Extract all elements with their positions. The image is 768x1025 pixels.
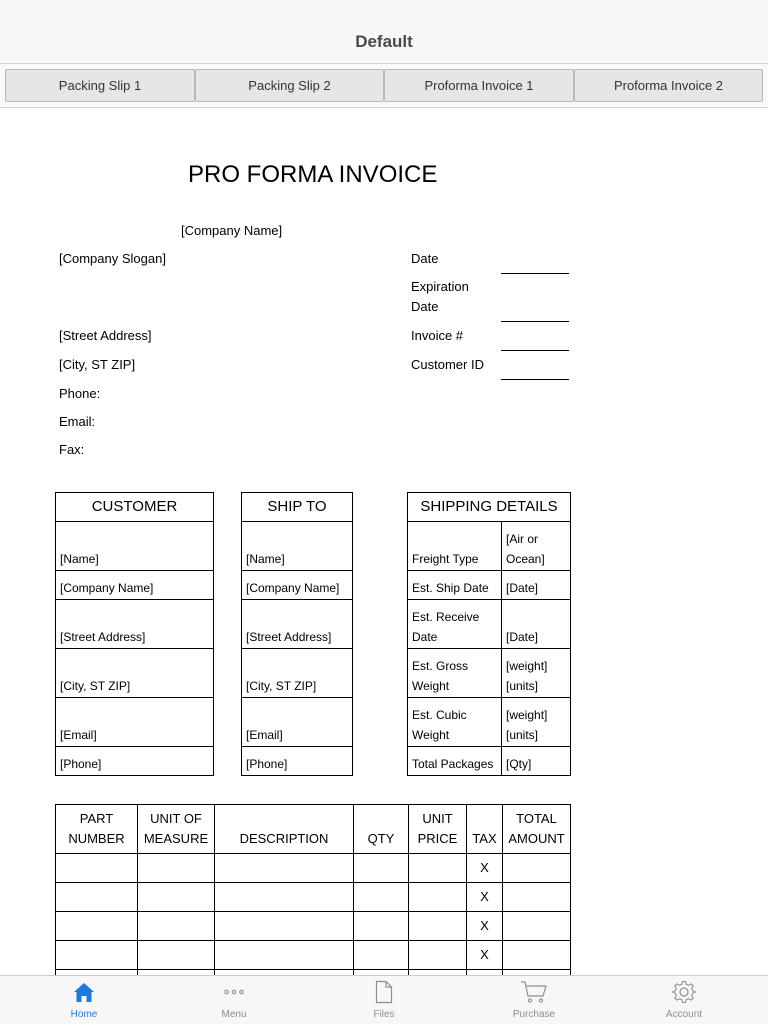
customer-id-label: Customer ID	[411, 357, 484, 372]
col-price-line1: UNIT	[422, 811, 453, 826]
freight-type-value-line2: Ocean]	[506, 552, 545, 566]
company-name: [Company Name]	[181, 223, 283, 238]
customer-city: [City, ST ZIP]	[56, 649, 214, 698]
expiration-label-line2: Date	[411, 299, 439, 314]
ship-to-company: [Company Name]	[242, 571, 353, 600]
est-ship-date-value: [Date]	[502, 571, 571, 600]
home-icon	[72, 980, 96, 1004]
col-part-number	[56, 805, 138, 854]
col-qty	[354, 805, 409, 854]
col-part-number-line2: NUMBER	[68, 831, 125, 846]
ship-to-email: [Email]	[242, 698, 353, 747]
est-cubic-weight-label	[408, 698, 502, 747]
menu-dots-icon	[222, 980, 246, 1004]
tab-bar-purchase[interactable]	[474, 976, 594, 1025]
customer-phone: [Phone]	[56, 747, 214, 776]
col-unit-of-measure	[138, 805, 215, 854]
date-field-line	[501, 273, 569, 274]
est-gross-weight-label	[408, 649, 502, 698]
line-items-table	[55, 804, 571, 999]
file-icon	[372, 980, 396, 1004]
table-row	[56, 912, 571, 941]
tax-mark: X	[467, 883, 503, 912]
expiration-label-line1: Expiration	[411, 279, 469, 294]
col-unit-line2: MEASURE	[143, 831, 209, 846]
gross-value-line1: [weight]	[506, 659, 548, 673]
gear-icon	[672, 980, 696, 1004]
tab-bar-purchase-label: Purchase	[512, 1009, 556, 1020]
template-tabs	[0, 64, 768, 108]
customer-id-field-line	[501, 379, 569, 380]
tax-mark: X	[467, 854, 503, 883]
table-row	[56, 941, 571, 970]
invoice-document[interactable]	[0, 109, 768, 975]
col-price-line2: PRICE	[417, 831, 458, 846]
tax-mark: X	[467, 941, 503, 970]
col-total-amount	[503, 805, 571, 854]
tax-mark: X	[467, 912, 503, 941]
tab-packing-slip-2[interactable]: Packing Slip 2	[195, 69, 384, 102]
col-description	[215, 805, 354, 854]
tab-bar-menu-label: Menu	[221, 1009, 247, 1020]
gross-label-line1: Est. Gross	[412, 659, 469, 673]
tab-bar-home[interactable]	[24, 976, 144, 1025]
fax-label: Fax:	[59, 442, 85, 457]
tab-packing-slip-1[interactable]: Packing Slip 1	[5, 69, 195, 102]
total-packages-label: Total Packages	[408, 747, 502, 776]
customer-email: [Email]	[56, 698, 214, 747]
email-label: Email:	[59, 414, 96, 429]
street-address: [Street Address]	[59, 328, 152, 343]
est-receive-label-line1: Est. Receive	[412, 610, 480, 624]
ship-to-name: [Name]	[242, 522, 353, 571]
expiration-field-line	[501, 321, 569, 322]
bottom-tab-bar	[0, 975, 768, 1024]
tab-bar-files-label: Files	[373, 1009, 395, 1020]
customer-box	[55, 492, 214, 776]
est-receive-date-value: [Date]	[502, 600, 571, 649]
phone-label: Phone:	[59, 386, 101, 401]
table-row	[56, 883, 571, 912]
date-label: Date	[411, 251, 439, 266]
shipping-details-header: SHIPPING DETAILS	[408, 493, 571, 522]
cubic-label-line2: Weight	[412, 728, 450, 742]
tab-proforma-invoice-2[interactable]: Proforma Invoice 2	[574, 69, 763, 102]
freight-type-label: Freight Type	[408, 522, 502, 571]
col-total-line2: AMOUNT	[508, 831, 565, 846]
cubic-value-line2: [units]	[506, 728, 539, 742]
customer-street: [Street Address]	[56, 600, 214, 649]
cubic-label-line1: Est. Cubic	[412, 708, 467, 722]
col-part-number-line1: PART	[79, 811, 114, 826]
invoice-number-label: Invoice #	[411, 328, 464, 343]
col-tax-label: TAX	[472, 831, 497, 846]
ship-to-header: SHIP TO	[242, 493, 353, 522]
shipping-details-box	[407, 492, 571, 776]
gross-value-line2: [units]	[506, 679, 539, 693]
est-gross-weight-value	[502, 649, 571, 698]
city-st-zip: [City, ST ZIP]	[59, 357, 136, 372]
table-row	[56, 854, 571, 883]
col-qty-label: QTY	[367, 831, 395, 846]
customer-header: CUSTOMER	[56, 493, 214, 522]
ship-to-phone: [Phone]	[242, 747, 353, 776]
customer-name: [Name]	[56, 522, 214, 571]
col-tax	[467, 805, 503, 854]
tab-bar-home-label: Home	[70, 1009, 98, 1020]
document-title: PRO FORMA INVOICE	[188, 161, 438, 188]
est-receive-label-line2: Date	[412, 630, 438, 644]
gross-label-line2: Weight	[412, 679, 450, 693]
tab-bar-account-label: Account	[665, 1009, 703, 1020]
company-slogan: [Company Slogan]	[59, 251, 166, 266]
est-ship-date-label: Est. Ship Date	[408, 571, 502, 600]
est-cubic-weight-value	[502, 698, 571, 747]
ship-to-box	[241, 492, 353, 776]
cubic-value-line1: [weight]	[506, 708, 548, 722]
col-unit-line1: UNIT OF	[150, 811, 202, 826]
total-packages-value: [Qty]	[502, 747, 571, 776]
invoice-number-field-line	[501, 350, 569, 351]
ship-to-street: [Street Address]	[242, 600, 353, 649]
col-unit-price	[409, 805, 467, 854]
ship-to-city: [City, ST ZIP]	[242, 649, 353, 698]
col-description-label: DESCRIPTION	[239, 831, 329, 846]
cart-icon	[520, 980, 548, 1004]
customer-company: [Company Name]	[56, 571, 214, 600]
nav-bar	[0, 0, 768, 64]
tab-bar-menu[interactable]	[174, 976, 294, 1025]
tab-bar-account[interactable]	[624, 976, 744, 1025]
col-total-line1: TOTAL	[516, 811, 557, 826]
est-receive-date-label	[408, 600, 502, 649]
freight-type-value	[502, 522, 571, 571]
freight-type-value-line1: [Air or	[506, 532, 539, 546]
tab-bar-files[interactable]	[324, 976, 444, 1025]
tab-proforma-invoice-1[interactable]: Proforma Invoice 1	[384, 69, 574, 102]
nav-title: Default	[355, 32, 413, 51]
